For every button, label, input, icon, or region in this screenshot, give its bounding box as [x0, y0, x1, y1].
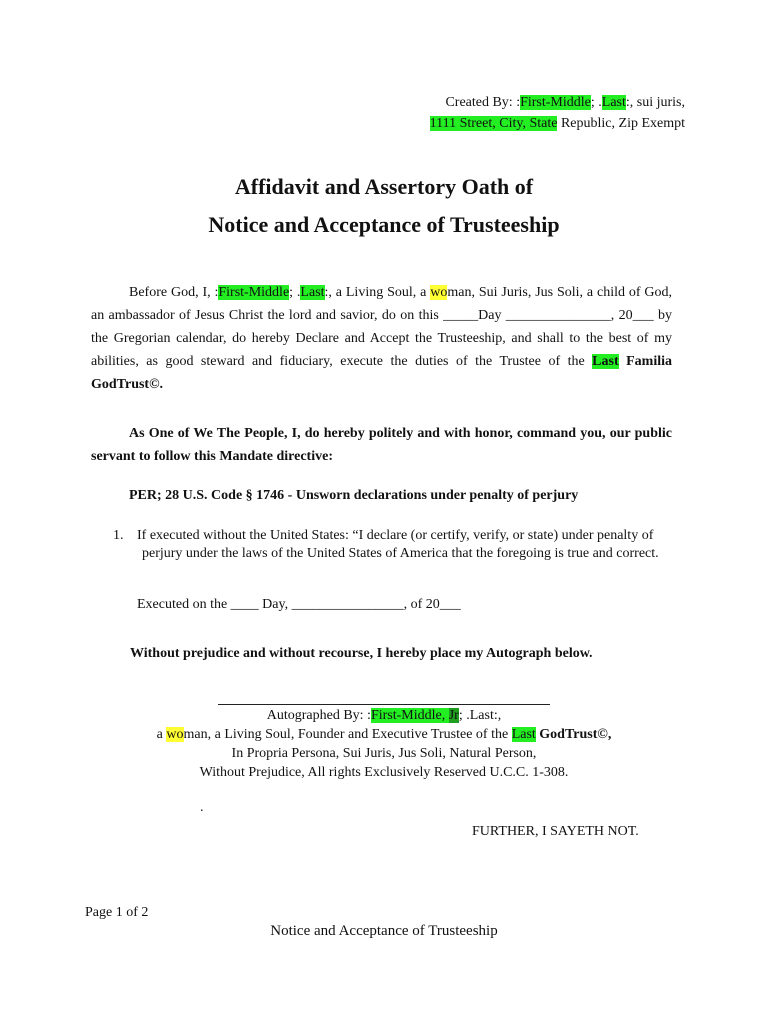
- further-statement: FURTHER, I SAYETH NOT.: [472, 824, 639, 839]
- sui-juris-text: :, sui juris,: [625, 95, 685, 110]
- intro-paragraph: [91, 281, 672, 396]
- address-placeholder: 1111 Street, City, State: [429, 116, 558, 131]
- sig-wo-highlight: wo: [166, 727, 184, 742]
- intro-text-3: :, a Living Soul, a: [324, 285, 431, 300]
- list-item: [113, 527, 673, 563]
- signature-line: [218, 704, 550, 705]
- sig-role-text-2: man, a Living Soul, Founder and Executive Trustee of the: [183, 727, 512, 742]
- sig-first-middle-placeholder: First-Middle: [370, 708, 442, 723]
- header-creator-block: [430, 92, 685, 134]
- page-number: Page 1 of 2: [85, 905, 149, 920]
- intro-text-1: Before God, I, :: [129, 285, 219, 300]
- address-line: [430, 113, 685, 134]
- created-by-line: [430, 92, 685, 113]
- sig-separator: ,: [441, 708, 449, 723]
- document-title-line1: Affidavit and Assertory Oath of: [234, 174, 534, 199]
- sig-status-line: In Propria Persona, Sui Juris, Jus Soli, Natural Person,: [231, 746, 537, 761]
- intro-wo-highlight: wo: [430, 285, 448, 300]
- page-footer: Notice and Acceptance of Trusteeship: [270, 923, 498, 939]
- intro-godtrust-text: Familia GodTrust©.: [91, 354, 672, 392]
- intro-text-2: ; .: [289, 285, 301, 300]
- sig-name-separator: ; .: [458, 708, 470, 723]
- list-item-text: If executed without the United States: “I declare (or certify, verify, or state) under penalty of perjury under the laws of the United States of America that the foregoing is true and correct.: [137, 528, 659, 561]
- sig-role-text-1: a: [156, 727, 167, 742]
- sig-jr-placeholder: Jr: [448, 708, 459, 723]
- intro-last-placeholder: Last: [300, 285, 325, 300]
- intro-last-placeholder-2: Last: [592, 354, 619, 369]
- per-heading: PER; 28 U.S. Code § 1746 - Unsworn declarations under penalty of perjury: [129, 488, 579, 503]
- sig-last-text: Last: [469, 708, 494, 723]
- autographed-by-label: Autographed By: :: [266, 708, 371, 723]
- autographed-by-line: [0, 706, 768, 725]
- sig-rights-line: Without Prejudice, All rights Exclusively Reserved U.C.C. 1-308.: [199, 765, 569, 780]
- list-item-number: 1.: [113, 528, 124, 543]
- command-paragraph: As One of We The People, I, do hereby politely and with honor, command you, our public servant to follow this Mandate directive:: [91, 426, 672, 464]
- sig-role-line: [0, 725, 768, 744]
- executed-line: Executed on the ____ Day, ________________, of 20___: [137, 597, 461, 612]
- without-prejudice-statement: Without prejudice and without recourse, I hereby place my Autograph below.: [130, 646, 593, 661]
- created-by-label: Created By: :: [445, 95, 521, 110]
- document-title-line2: Notice and Acceptance of Trusteeship: [208, 212, 560, 237]
- address-suffix: Republic, Zip Exempt: [557, 116, 685, 131]
- last-placeholder: Last: [601, 95, 626, 110]
- sig-last-placeholder: Last: [511, 727, 536, 742]
- intro-text-4: man, Sui Juris, Jus Soli, a child of God, an ambassador of Jesus Christ the lord and savior, do on this _____Day _______________, 20___ by the Gregorian calendar, do hereby Declare and Accept the Trusteeship, and shall to the best of my abilities, as good steward and fiduciary, execute the duties of the Trustee of the: [91, 285, 672, 369]
- name-separator: ; .: [590, 95, 602, 110]
- signature-block: [0, 706, 768, 782]
- sig-name-suffix: :,: [493, 708, 502, 723]
- sig-godtrust-text: GodTrust©,: [535, 727, 612, 742]
- first-middle-placeholder: First-Middle: [520, 95, 591, 110]
- stray-dot: .: [200, 800, 204, 815]
- intro-first-middle-placeholder: First-Middle: [218, 285, 290, 300]
